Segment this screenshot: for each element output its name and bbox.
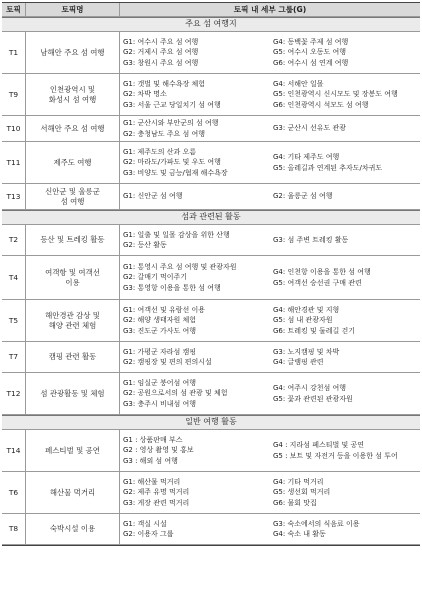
group-column-right (273, 519, 418, 540)
topic-id: T6 (2, 472, 26, 514)
table-row (2, 74, 420, 116)
group-item: G1: 가평군 자라섬 캠핑 (123, 347, 197, 356)
topic-name: 해안경관 감상 및 해양 관련 체험 (26, 300, 120, 342)
topic-groups (120, 32, 420, 74)
table-row (2, 142, 420, 184)
topic-id: T4 (2, 256, 26, 300)
group-column-left (123, 378, 273, 409)
group-item: G2: 충청남도 주요 섬 여행 (123, 129, 205, 138)
group-column-right (273, 440, 418, 461)
table-row (2, 342, 420, 373)
topic-table (2, 2, 420, 546)
topic-name: 제주도 여행 (26, 142, 120, 184)
topic-groups (120, 225, 420, 256)
group-column-right (273, 267, 418, 288)
group-item: G1: 통영시 주요 섬 여행 및 관광자원 (123, 263, 237, 272)
group-column-left (123, 191, 273, 201)
group-item: G1: 객실 시설 (123, 519, 167, 528)
topic-id: T10 (2, 116, 26, 142)
group-column-right (273, 305, 418, 336)
group-item: G2 : 영상 촬영 및 홍보 (123, 446, 194, 455)
group-column-left (123, 262, 273, 293)
table-row (2, 32, 420, 74)
table-row (2, 300, 420, 342)
topic-id: T14 (2, 430, 26, 472)
group-item: G2: 거제시 주요 섬 여행 (123, 48, 199, 57)
group-item: G3: 게장 관련 먹거리 (123, 498, 190, 507)
group-item: G4: 기타 제주도 여행 (273, 153, 340, 162)
table-row (2, 430, 420, 472)
group-column-left (123, 37, 273, 68)
group-item: G4: 글램핑 관련 (273, 358, 324, 366)
group-column-left (123, 79, 273, 110)
group-item: G1: 여수시 주요 섬 여행 (123, 38, 199, 47)
topic-id: T12 (2, 373, 26, 415)
group-item: G2: 이용자 그룹 (123, 530, 174, 538)
group-column-left (123, 477, 273, 508)
table-row (2, 256, 420, 300)
table-row (2, 472, 420, 514)
group-item: G1: 제주도의 산과 오름 (123, 148, 197, 157)
group-column-left (123, 347, 273, 368)
group-item: G3: 노지캠핑 및 차박 (273, 347, 340, 356)
group-item: G3: 통영항 이용을 통한 섬 여행 (123, 283, 221, 292)
group-column-right (273, 79, 418, 110)
group-item: G6: 여수시 섬 연계 여행 (273, 58, 349, 67)
group-item: G4: 서해안 일몰 (273, 80, 324, 89)
table-body (2, 17, 420, 545)
topic-name: 숙박시설 이용 (26, 514, 120, 545)
topic-name: 신안군 및 울릉군 섬 여행 (26, 184, 120, 210)
group-item: G3: 충주시 비내섬 여행 (123, 399, 197, 408)
group-item: G2: 제주 유명 먹거리 (123, 488, 190, 497)
group-item: G2: 마라도/가파도 및 우도 여행 (123, 158, 221, 167)
topic-id: T13 (2, 184, 26, 210)
group-item: G5: 생선회 먹거리 (273, 488, 331, 497)
group-item: G1 : 상품판매 부스 (123, 436, 183, 445)
group-item: G3: 창원시 주요 섬 여행 (123, 58, 199, 67)
group-item: G1: 임실군 붕어섬 여행 (123, 379, 197, 388)
group-item: G2: 울릉군 섬 여행 (273, 192, 333, 201)
topic-id: T7 (2, 342, 26, 373)
topic-groups (120, 74, 420, 116)
group-item: G1: 신안군 섬 여행 (123, 192, 183, 201)
group-item: G2: 공원으로서의 섬 관광 및 체험 (123, 389, 228, 398)
group-item: G1: 군산시와 부안군의 섬 여행 (123, 119, 219, 128)
group-item: G1: 갯벌 및 해수욕장 체험 (123, 80, 205, 89)
group-column-right (273, 37, 418, 68)
group-item: G2: 갈매기 먹이주기 (123, 273, 188, 282)
group-item: G5: 여수시 오동도 여행 (273, 48, 347, 57)
topic-name: 캠핑 관련 활동 (26, 342, 120, 373)
topic-groups (120, 373, 420, 415)
group-item: G5 : 보트 및 자전거 등을 이용한 섬 투어 (273, 451, 398, 460)
topic-groups (120, 514, 420, 545)
group-column-right (273, 347, 418, 368)
group-item: G2: 차박 명소 (123, 90, 167, 99)
table-row (2, 184, 420, 210)
group-column-right (273, 191, 418, 201)
group-item: G5: 인천광역시 신시모도 및 장봉도 여행 (273, 90, 398, 99)
topic-name: 섬 관광활동 및 체험 (26, 373, 120, 415)
group-item: G1: 여객선 및 유람선 이용 (123, 306, 205, 315)
group-item: G3: 서울 근교 당일치기 섬 여행 (123, 100, 221, 109)
group-column-left (123, 147, 273, 178)
section-header: 섬과 관련된 활동 (2, 210, 420, 225)
topic-id: T9 (2, 74, 26, 116)
group-column-right (273, 152, 418, 173)
topic-id: T1 (2, 32, 26, 74)
header-topic-groups: 토픽 내 세부 그룹(G) (120, 3, 420, 17)
group-item: G3: 섬 주변 트레킹 활동 (273, 235, 349, 244)
header-topic-name: 토픽명 (26, 3, 120, 17)
topic-name: 인천광역시 및 화성시 섬 여행 (26, 74, 120, 116)
group-column-left (123, 435, 273, 466)
group-column-right (273, 235, 418, 245)
table-row (2, 373, 420, 415)
group-column-left (123, 230, 273, 251)
group-item: G3: 군산시 선유도 관광 (273, 124, 347, 133)
group-item: G6: 물회 맛집 (273, 498, 317, 507)
topic-id: T8 (2, 514, 26, 545)
group-item: G5: 여객선 승선권 구매 관련 (273, 278, 362, 287)
table-row (2, 225, 420, 256)
topic-groups (120, 342, 420, 373)
group-item: G1: 일출 및 일몰 감상을 위한 산행 (123, 230, 230, 239)
group-item: G4: 동백꽃 주제 섬 여행 (273, 38, 349, 47)
topic-groups (120, 142, 420, 184)
table-row (2, 514, 420, 545)
group-item: G3: 진도군 가사도 여행 (123, 326, 197, 335)
group-column-left (123, 118, 273, 139)
group-column-right (273, 477, 418, 508)
section-header: 주요 섬 여행지 (2, 17, 420, 32)
group-item: G3: 비양도 및 금능/협재 해수욕장 (123, 168, 228, 177)
group-item: G2: 캠핑장 및 편의 편의시설 (123, 358, 212, 366)
group-column-left (123, 519, 273, 540)
group-item: G6: 트레킹 및 둘레길 걷기 (273, 326, 355, 335)
group-item: G4: 해안경관 및 지형 (273, 306, 340, 315)
group-item: G4: 인천항 이용을 통한 섬 여행 (273, 268, 371, 277)
group-column-left (123, 305, 273, 336)
group-item: G6: 인천광역시 석모도 섬 여행 (273, 100, 369, 109)
table-header (2, 3, 420, 17)
group-item: G3: 숙소에서의 식음료 이용 (273, 519, 360, 528)
group-item: G4: 숙소 내 활동 (273, 530, 326, 538)
topic-id: T11 (2, 142, 26, 184)
topic-name: 해산물 먹거리 (26, 472, 120, 514)
topic-id: T5 (2, 300, 26, 342)
topic-name: 남해안 주요 섬 여행 (26, 32, 120, 74)
topic-groups (120, 300, 420, 342)
group-column-right (273, 383, 418, 404)
group-item: G5: 올레길과 연계된 추자도/차귀도 (273, 163, 383, 172)
group-item: G2: 등산 활동 (123, 241, 167, 249)
topic-name: 서해안 주요 섬 여행 (26, 116, 120, 142)
group-item: G2: 해양 생태자원 체험 (123, 316, 197, 325)
group-item: G4: 기타 먹거리 (273, 478, 324, 487)
topic-name: 등산 및 트레킹 활동 (26, 225, 120, 256)
header-topic-id: 토픽 (2, 3, 26, 17)
group-item: G4 : 지라섬 페스티벌 및 공연 (273, 441, 364, 450)
topic-id: T2 (2, 225, 26, 256)
topic-name: 여객항 및 여객선 이용 (26, 256, 120, 300)
group-item: G1: 해산물 먹거리 (123, 478, 181, 487)
topic-groups (120, 116, 420, 142)
topic-name: 페스티벌 및 공연 (26, 430, 120, 472)
group-item: G5: 섬 내 관광자원 (273, 316, 333, 325)
topic-groups (120, 256, 420, 300)
group-item: G4: 여주시 강천섬 여행 (273, 384, 347, 393)
group-item: G3 : 해외 섬 여행 (123, 456, 178, 465)
table-row (2, 116, 420, 142)
topic-groups (120, 472, 420, 514)
section-header: 일반 여행 활동 (2, 415, 420, 430)
group-item: G5: 꽃과 관련된 관광자원 (273, 394, 353, 403)
topic-groups (120, 184, 420, 210)
topic-groups (120, 430, 420, 472)
group-column-right (273, 123, 418, 133)
